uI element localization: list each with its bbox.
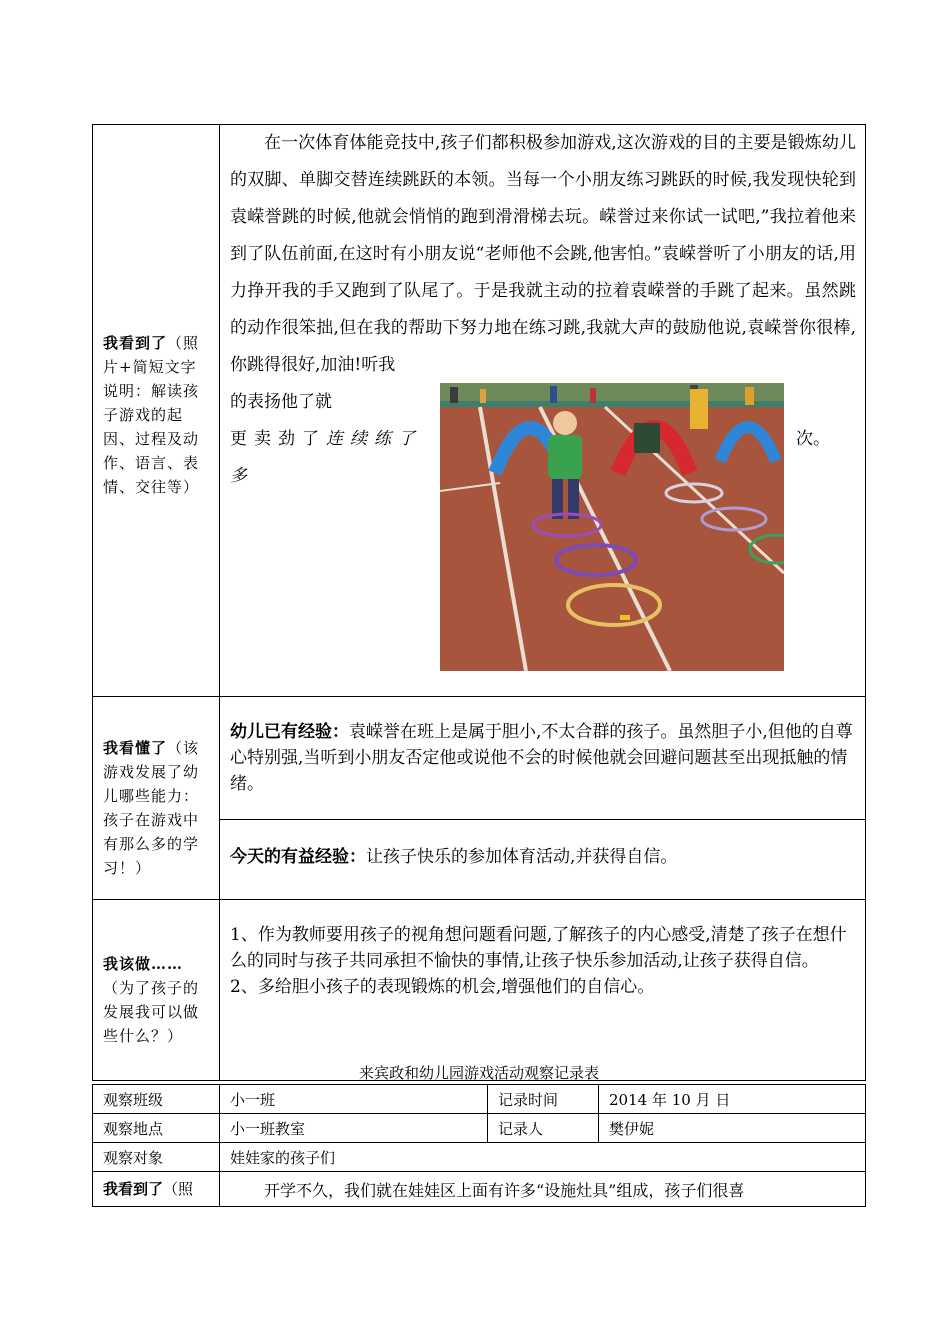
- understand-row-1: [93, 697, 866, 820]
- form-row-class: [93, 1085, 866, 1114]
- see-label-cell: [93, 125, 220, 697]
- time-value: 2014 年 10 月 日: [599, 1085, 866, 1114]
- form-row-see: [93, 1172, 866, 1207]
- recorder-value: 樊伊妮: [599, 1114, 866, 1143]
- prior-experience-title: 幼儿已有经验：: [230, 722, 349, 742]
- prior-experience-text: 袁嵘誉在班上是属于胆小,不太合群的孩子。虽然胆子小,但他的自尊心特别强,当听到小朋友否定他或说他不会的时候他就会回避问题甚至出现抵触的情绪。: [230, 722, 853, 794]
- form-see-text: 开学不久，我们就在娃娃区上面有许多“设施灶具”组成，孩子们很喜: [220, 1172, 866, 1207]
- record-form-table: [92, 1084, 866, 1207]
- class-value: 小一班: [220, 1085, 488, 1114]
- form-see-label-note: （照: [163, 1180, 194, 1198]
- should-label-bold: 我该做……: [103, 955, 184, 973]
- see-paragraph: 在一次体育体能竞技中,孩子们都积极参加游戏,这次游戏的目的主要是锻炼幼儿的双脚、单脚交替连续跳跃的本领。当每一个小朋友练习跳跃的时候,我发现快轮到袁嵘誉跳的时候,他就会悄悄的跑到滑滑梯去玩。嵘誉过来你试一试吧,”我拉着他来到了队伍前面,在这时有小朋友说“老师他不会跳,他害怕。”袁嵘誉听了小朋友的话,用力挣开我的手又跑到了队尾了。于是我就主动的拉着袁嵘誉的手跳了起来。虽然跳的动作很笨拙,但在我的帮助下努力地在练习跳,我就大声的鼓励他说,袁嵘誉你很棒,你跳得很好,加油!听我: [230, 133, 856, 375]
- should-content-cell: [220, 900, 866, 1081]
- time-label: 记录时间: [488, 1085, 599, 1114]
- photo-side-text-a: 更卖劲了: [230, 429, 326, 449]
- photo-after-text: 次。: [796, 429, 830, 449]
- class-label: 观察班级: [93, 1085, 220, 1114]
- see-content-cell: [220, 125, 866, 697]
- understand-label-cell: [93, 697, 220, 900]
- recorder-label: 记录人: [488, 1114, 599, 1143]
- form-title: 来宾政和幼儿园游戏活动观察记录表: [358, 1064, 599, 1082]
- should-item-2: 2、多给胆小孩子的表现锻炼的机会,增强他们的自信心。: [230, 977, 655, 997]
- understand-label-note: （该游戏发展了幼儿哪些能力：孩子在游戏中有那么多的学习！）: [103, 739, 200, 877]
- target-label: 观察对象: [93, 1143, 220, 1172]
- today-experience-cell: [220, 820, 866, 900]
- should-row: [93, 900, 866, 1081]
- understand-label-bold: 我看懂了: [103, 739, 168, 757]
- form-row-place: [93, 1114, 866, 1143]
- place-label: 观察地点: [93, 1114, 220, 1143]
- should-label-note: （为了孩子的发展我可以做些什么？）: [103, 979, 200, 1045]
- should-label-cell: [93, 900, 220, 1081]
- kindergarten-hoop-jumping-photo: [440, 383, 784, 671]
- see-label-bold: 我看到了: [103, 333, 168, 352]
- today-experience-title: 今天的有益经验：: [230, 847, 366, 867]
- see-row: [93, 125, 866, 697]
- today-experience-text: 让孩子快乐的参加体育活动,并获得自信。: [366, 847, 678, 867]
- place-value: 小一班教室: [220, 1114, 488, 1143]
- see-line-before-photo: 的表扬他了就: [230, 392, 332, 412]
- photo-side-text-b: 连续练了多: [230, 429, 422, 486]
- form-row-target: [93, 1143, 866, 1172]
- prior-experience-cell: [220, 697, 866, 820]
- form-see-label: [93, 1172, 220, 1207]
- observation-table: [92, 124, 866, 1081]
- photo-row: [230, 421, 856, 671]
- target-value: 娃娃家的孩子们: [220, 1143, 866, 1172]
- should-item-1: 1、作为教师要用孩子的视角想问题看问题,了解孩子的内心感受,清楚了孩子在想什么的同时与孩子共同承担不愉快的事情,让孩子快乐参加活动,让孩子获得自信。: [230, 925, 847, 971]
- see-label-note: （照片+简短文字说明：解读孩子游戏的起因、过程及动作、语言、表情、交往等）: [103, 333, 200, 496]
- photo-side-text: [230, 421, 440, 495]
- form-see-label-bold: 我看到了: [103, 1180, 164, 1198]
